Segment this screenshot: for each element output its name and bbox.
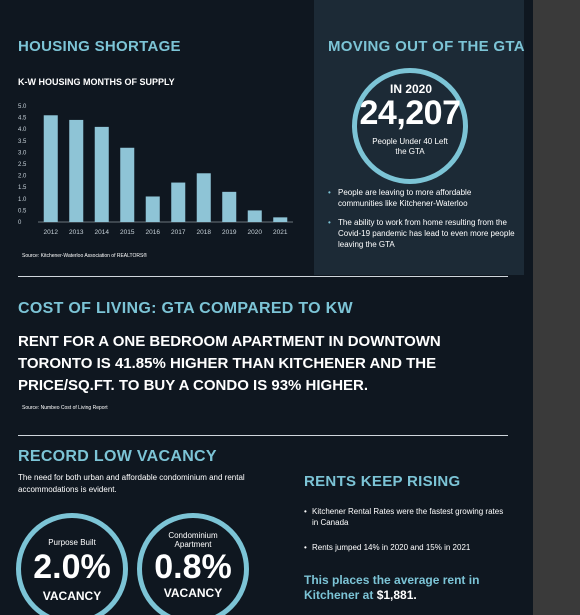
average-rent-text: This places the average rent in Kitchener at <box>304 573 480 602</box>
bar-2016 <box>146 196 160 222</box>
purpose-built-pct: 2.0% <box>33 548 111 586</box>
rents-bullet: • Kitchener Rental Rates were the fastest growing rates in Canada <box>304 506 509 528</box>
vacancy-description: The need for both urban and affordable condominium and rental accommodations is evident. <box>18 473 245 494</box>
rents-bullets <box>304 506 509 567</box>
divider <box>18 276 508 277</box>
y-tick-label: 2.0 <box>18 173 27 180</box>
x-tick-label: 2015 <box>120 229 135 236</box>
y-tick-label: 0 <box>18 220 22 226</box>
gta-number: 24,207 <box>359 94 461 132</box>
condo-label: Condominium Apartment <box>168 531 218 549</box>
bar-2021 <box>273 217 287 222</box>
bar-2020 <box>248 210 262 222</box>
bar-2017 <box>171 183 185 222</box>
x-tick-label: 2021 <box>273 229 288 236</box>
rents-title: RENTS KEEP RISING <box>304 473 461 490</box>
divider <box>18 435 508 436</box>
bar-2019 <box>222 192 236 222</box>
x-tick-label: 2017 <box>171 229 186 236</box>
x-tick-label: 2016 <box>145 229 160 236</box>
y-tick-label: 4.0 <box>18 127 27 134</box>
bar-2014 <box>95 127 109 222</box>
vacancy-title: RECORD LOW VACANCY <box>18 448 217 465</box>
rents-bullet: • Rents jumped 14% in 2020 and 15% in 2021 <box>304 542 509 553</box>
x-tick-label: 2019 <box>222 229 237 236</box>
gta-year: IN 2020 <box>389 82 433 96</box>
housing-title: HOUSING SHORTAGE <box>18 38 181 55</box>
gta-title: MOVING OUT OF THE GTA <box>328 38 525 55</box>
average-rent-amount: $1,881. <box>376 588 417 602</box>
bar-2015 <box>120 148 134 222</box>
y-tick-label: 5.0 <box>18 104 27 110</box>
cost-title: COST OF LIVING: GTA COMPARED TO KW <box>18 300 353 317</box>
x-tick-label: 2014 <box>94 229 109 236</box>
gta-bullet: • The ability to work from home resulting from the Covid-19 pandemic has lead to even more people leaving the GTA <box>328 217 518 250</box>
y-tick-label: 0.5 <box>18 208 27 215</box>
condo-vacancy-word: VACANCY <box>163 586 223 600</box>
y-tick-label: 4.5 <box>18 115 27 122</box>
y-tick-label: 3.0 <box>18 150 27 157</box>
gta-bullet: • People are leaving to more affordable communities like Kitchener-Waterloo <box>328 187 518 209</box>
cost-body: RENT FOR A ONE BEDROOM APARTMENT IN DOWNTOWN TORONTO IS 41.85% HIGHER THAN KITCHENER AND THE PRICE/SQ.FT. TO BUY A CONDO IS 93% HIGHER. <box>18 333 441 394</box>
cost-source: Source: Numbeo Cost of Living Report <box>22 405 108 411</box>
gta-subtitle: People Under 40 Left the GTA <box>372 137 448 156</box>
bar-2013 <box>69 120 83 222</box>
condo-pct: 0.8% <box>154 548 232 586</box>
housing-source: Source: Kitchener-Waterloo Association of REALTORS® <box>22 253 148 259</box>
y-tick-label: 2.5 <box>18 162 27 168</box>
bar-2012 <box>44 115 58 222</box>
gta-bullets <box>328 187 518 258</box>
x-tick-label: 2018 <box>196 229 211 236</box>
x-tick-label: 2020 <box>247 229 262 236</box>
purpose-built-label: Purpose Built <box>48 538 96 547</box>
chart-title: K-W HOUSING MONTHS OF SUPPLY <box>18 77 175 87</box>
months-of-supply-chart <box>18 100 298 245</box>
bar-2018 <box>197 173 211 222</box>
average-rent <box>304 573 514 603</box>
x-tick-label: 2012 <box>43 229 58 236</box>
purpose-built-vacancy-word: VACANCY <box>42 589 102 603</box>
y-tick-label: 3.5 <box>18 138 27 145</box>
x-tick-label: 2013 <box>69 229 84 236</box>
y-tick-label: 1.5 <box>18 185 27 192</box>
y-tick-label: 1.0 <box>18 196 27 203</box>
